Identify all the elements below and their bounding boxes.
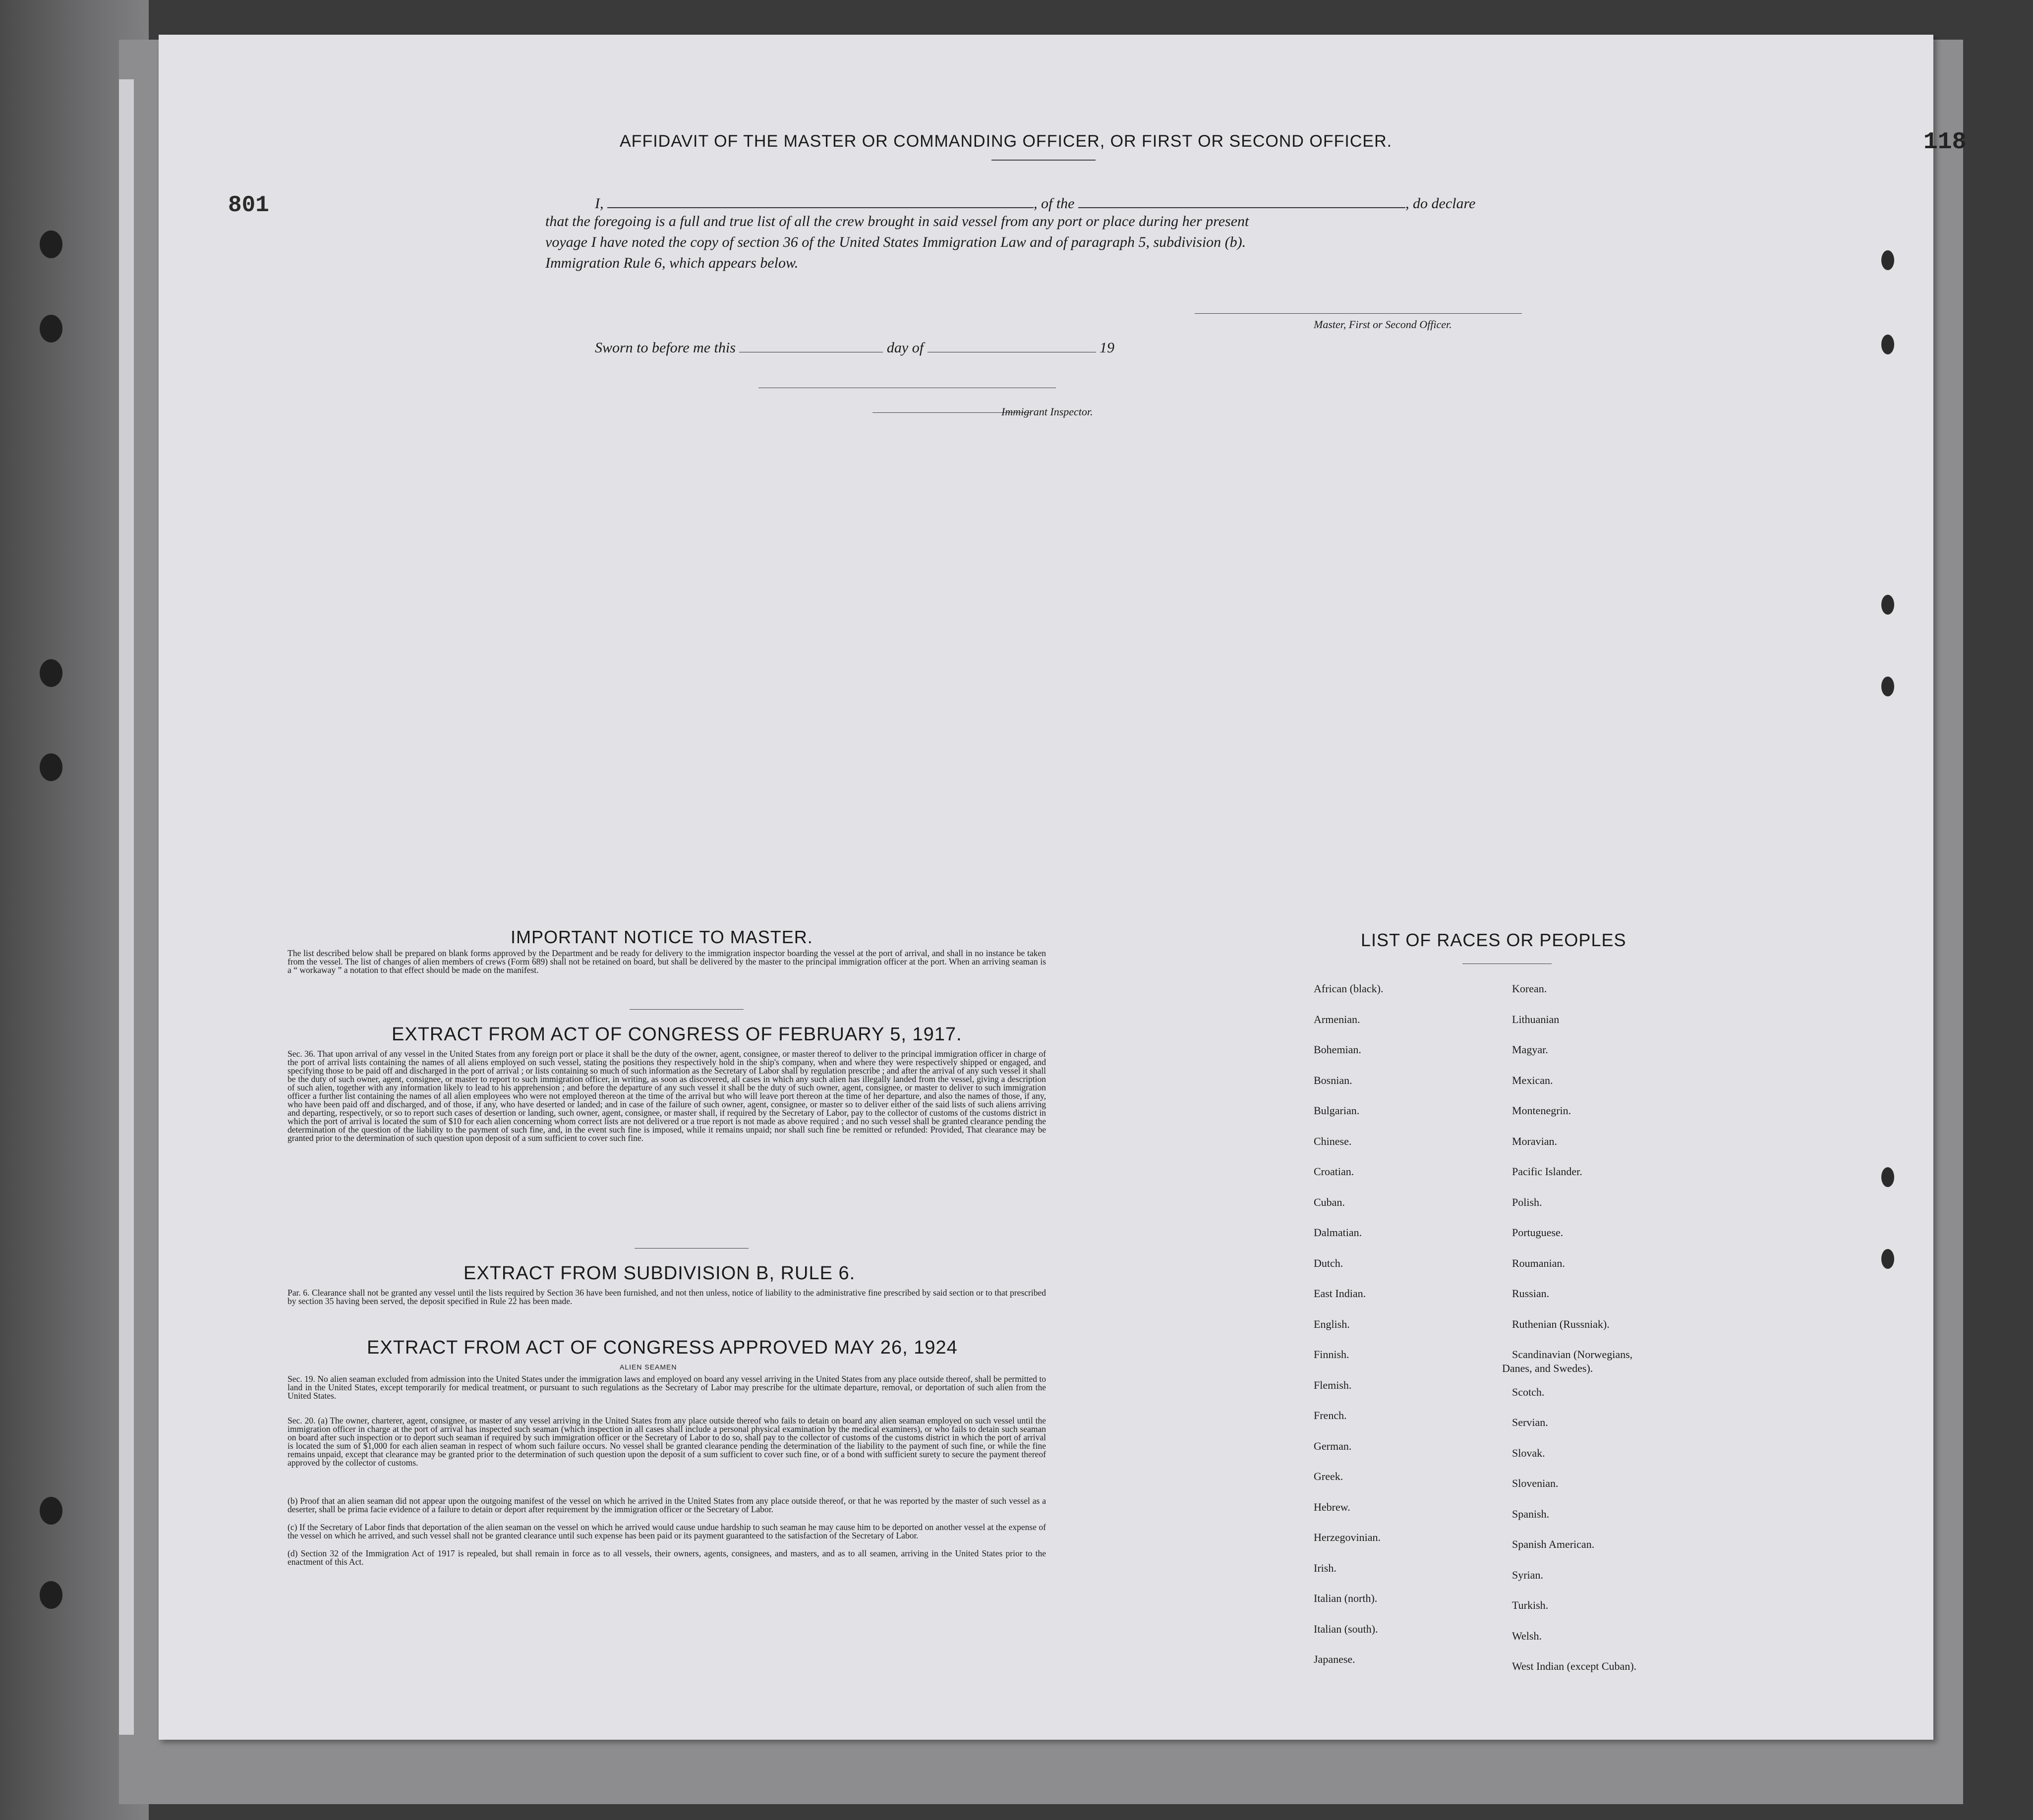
race-item: Japanese. xyxy=(1314,1653,1355,1665)
section-rule xyxy=(630,1009,744,1010)
extract-1917-title: EXTRACT FROM ACT OF CONGRESS OF FEBRUARY 5, 1917. xyxy=(392,1024,962,1045)
race-item: Scandinavian (Norwegians, xyxy=(1512,1348,1633,1361)
race-item: Roumanian. xyxy=(1512,1256,1565,1269)
punch-hole xyxy=(1881,1249,1894,1269)
affidavit-line-3: voyage I have noted the copy of section 36 of the United States Immigration Law and of paragraph 5, subdivision (b). xyxy=(545,234,1246,250)
sworn-day-field[interactable] xyxy=(739,337,883,352)
race-item: Bulgarian. xyxy=(1314,1104,1360,1117)
race-item: Mexican. xyxy=(1512,1074,1553,1086)
label-sworn: Sworn to before me this xyxy=(595,340,736,356)
affidavit-line-2: that the foregoing is a full and true list of all the crew brought in said vessel from any port or place during her present xyxy=(545,213,1249,229)
binder-hole xyxy=(40,1497,62,1525)
race-item: Slovenian. xyxy=(1512,1477,1559,1489)
label-year: 19 xyxy=(1100,340,1115,356)
punch-hole xyxy=(1881,335,1894,354)
sworn-month-field[interactable] xyxy=(928,337,1096,352)
race-item: West Indian (except Cuban). xyxy=(1512,1660,1637,1672)
race-item: Irish. xyxy=(1314,1561,1336,1574)
race-item: Montenegrin. xyxy=(1512,1104,1571,1117)
race-item: Turkish. xyxy=(1512,1599,1549,1611)
binder-hole xyxy=(40,753,62,781)
race-item: Italian (north). xyxy=(1314,1592,1378,1604)
race-item: African (black). xyxy=(1314,982,1384,995)
punch-hole xyxy=(1881,1167,1894,1187)
race-item: Slovak. xyxy=(1512,1446,1545,1459)
binder-hole xyxy=(40,230,62,258)
page-number: 118 xyxy=(1923,129,1967,156)
notice-text: The list described below shall be prepared on blank forms approved by the Department and be ready for delivery to the immigration inspector boarding the vessel at the port of arrival, and shall in no instance be taken from the vessel. The list of changes of alien members of crews (Form 689) shall not be retained on board, but shall be delivered by the master to the principal immigration officer at the port. When an arriving seaman is a “ workaway ” a notation to that effect should be made on the manifest. xyxy=(288,948,1046,975)
sec-20a-text: Sec. 20. (a) The owner, charterer, agent, consignee, or master of any vessel arriving in the United States from any place outside thereof who fails to detain on board any alien seaman employed on such vessel until the immigration officer in charge at the port of arrival has inspected such seaman (which inspection in all cases shall include a personal physical examination by the medical examiners), or who fails to detain such seaman on board after such inspection or to deport such seaman if required by such immigration officer or the Secretary of Labor to do so, shall pay to the collector of customs of the customs district in which the port of arrival is located the sum of $1,000 for each alien seaman in respect of whom such failure occurs. No vessel shall be granted clearance pending the determination of the liability to the payment of such fine, or while the fine remains unpaid, except that clearance may be granted prior to the determination of such question upon the deposit of a sum sufficient to cover such fine, or of a bond with sufficient surety to secure the payment thereof approved by the collector of customs. xyxy=(288,1416,1046,1468)
affidavit-line-1 xyxy=(595,192,1475,212)
race-item: Spanish. xyxy=(1512,1507,1550,1520)
affidavit-title: AFFIDAVIT OF THE MASTER OR COMMANDING OFFICER, OR FIRST OR SECOND OFFICER. xyxy=(620,132,1393,151)
race-item: English. xyxy=(1314,1317,1350,1330)
race-item: Portuguese. xyxy=(1512,1226,1564,1239)
document-page xyxy=(159,35,1933,1740)
extract-1917-text: Sec. 36. That upon arrival of any vessel in the United States from any foreign port or place it shall be the duty of the owner, agent, consignee, or master thereof to deliver to the principal immigration officer in charge of the port of arrival lists containing the names of all aliens employed on such vessel, stating the positions they respectively hold in the ship's company, when and where they were respectively shipped or engaged, and specifying those to be paid off and discharged in the port of arrival ; or lists containing so much of such information as the Secretary of Labor shall by regulation prescribe ; and after the arrival of any such vessel it shall be the duty of such owner, agent, consignee, or master to report to such immigration officer, in writing, as soon as discovered, all cases in which any such alien has illegally landed from the vessel, giving a description of such alien, together with any information likely to lead to his apprehension ; and before the departure of any such vessel it shall be the duty of such owner, agent, consignee, or master to deliver to such immigration officer a further list containing the names of all alien employees who were not employed thereon at the time of the arrival but who will leave port thereon at the time of her departure, and also the names of those, if any, who have been paid off and discharged, and of those, if any, who have deserted or landed; and in case of the failure of such owner, agent, consignee, or master so to deliver either of the said lists of such aliens arriving and departing, respectively, or so to report such cases of desertion or landing, such owner, agent, consignee, or master shall, if required by the Secretary of Labor, pay to the collector of customs of the customs district in which the port of arrival is located the sum of $10 for each alien concerning whom correct lists are not delivered or a true report is not made as above required ; and no such vessel shall be granted clearance pending the determination of the question of the liability to the payment of such fine, and, in the event such fine is imposed, while it remains unpaid; nor shall such fine be remitted or refunded: Provided, That clearance may be granted prior to the determination of such question upon deposit of a sum sufficient to cover such fine. xyxy=(288,1049,1046,1143)
notice-title: IMPORTANT NOTICE TO MASTER. xyxy=(511,927,813,947)
punch-hole xyxy=(1881,677,1894,696)
race-item: Greek. xyxy=(1314,1470,1343,1482)
officer-name-field[interactable] xyxy=(607,192,1034,208)
extract-1924-title: EXTRACT FROM ACT OF CONGRESS APPROVED MAY 26, 1924 xyxy=(367,1337,958,1358)
race-item: Cuban. xyxy=(1314,1195,1345,1208)
label-of-the: , of the xyxy=(1034,195,1075,212)
race-item: French. xyxy=(1314,1409,1347,1422)
sec-19-text: Sec. 19. No alien seaman excluded from admission into the United States under the immigration laws and employed on board any vessel arriving in the United States from any place outside thereof, shall be permitted to land in the United States, except temporarily for medical treatment, or pursuant to such regulations as the Secretary of Labor may prescribe for the ultimate departure, removal, or deportation of such alien from the United States. xyxy=(288,1374,1046,1401)
race-item: Flemish. xyxy=(1314,1378,1352,1391)
race-item: Herzegovinian. xyxy=(1314,1531,1381,1543)
race-item: Bohemian. xyxy=(1314,1043,1361,1056)
alien-seamen-subtitle: ALIEN SEAMEN xyxy=(620,1363,677,1371)
race-item: Croatian. xyxy=(1314,1165,1354,1178)
vessel-name-field[interactable] xyxy=(1078,192,1405,208)
title-rule xyxy=(991,160,1096,161)
master-signature-label: Master, First or Second Officer. xyxy=(1314,318,1452,331)
race-item: Pacific Islander. xyxy=(1512,1165,1582,1178)
race-item: Armenian. xyxy=(1314,1013,1360,1025)
binder-hole xyxy=(40,315,62,342)
sec-20d-text: (d) Section 32 of the Immigration Act of 1917 is repealed, but shall remain in force as to all vessels, their owners, agents, consignees, and masters, and as to all seamen, arriving in the United States prior to the enactment of this Act. xyxy=(288,1548,1046,1567)
race-item: German. xyxy=(1314,1439,1352,1452)
race-item: Dutch. xyxy=(1314,1256,1343,1269)
label-i: I, xyxy=(595,195,604,212)
race-item: Korean. xyxy=(1512,982,1547,995)
sec-20c-text: (c) If the Secretary of Labor finds that deportation of the alien seaman on the vessel on which he arrived would cause undue hardship to such seaman he may cause him to be deported on another vessel at the expense of the vessel on which he arrived, and such vessel shall not be granted clearance until such expense has been paid or its payment guaranteed to the satisfaction of the Secretary of Labor. xyxy=(288,1522,1046,1540)
punch-hole xyxy=(1881,250,1894,270)
inspector-label: Immigrant Inspector. xyxy=(1001,405,1093,418)
margin-stamp: 801 xyxy=(228,192,269,218)
race-item: Dalmatian. xyxy=(1314,1226,1362,1239)
race-item: Italian (south). xyxy=(1314,1622,1378,1635)
race-item: Scotch. xyxy=(1512,1385,1545,1398)
race-item: Russian. xyxy=(1512,1287,1550,1300)
section-rule xyxy=(635,1248,749,1249)
race-item: Ruthenian (Russniak). xyxy=(1512,1317,1610,1330)
label-do-declare: , do declare xyxy=(1405,195,1476,212)
race-item: Syrian. xyxy=(1512,1568,1543,1581)
race-item: Welsh. xyxy=(1512,1629,1542,1642)
race-item: Danes, and Swedes). xyxy=(1502,1362,1593,1374)
race-item: Bosnian. xyxy=(1314,1074,1352,1086)
extract-rule6-text: Par. 6. Clearance shall not be granted any vessel until the lists required by Section 36 have been furnished, and not then unless, notice of liability to the administrative fine prescribed by said section or to that prescribed by section 35 having been served, the deposit specified in Rule 22 has been made. xyxy=(288,1288,1046,1306)
race-item: East Indian. xyxy=(1314,1287,1366,1300)
race-item: Magyar. xyxy=(1512,1043,1548,1056)
binder-hole xyxy=(40,659,62,687)
race-item: Polish. xyxy=(1512,1195,1542,1208)
race-item: Hebrew. xyxy=(1314,1500,1350,1513)
binder-hole xyxy=(40,1581,62,1609)
extract-rule6-title: EXTRACT FROM SUBDIVISION B, RULE 6. xyxy=(464,1263,856,1284)
race-item: Lithuanian xyxy=(1512,1013,1560,1025)
race-item: Chinese. xyxy=(1314,1135,1352,1147)
underlying-page-edge xyxy=(119,79,134,1735)
race-item: Moravian. xyxy=(1512,1135,1558,1147)
races-title: LIST OF RACES OR PEOPLES xyxy=(1361,930,1626,950)
sec-20b-text: (b) Proof that an alien seaman did not appear upon the outgoing manifest of the vessel on which he arrived in the United States from any place outside thereof, or that he was reported by the master of such vessel as a deserter, shall be prima facie evidence of a failure to detain or deport after requirement by the immigration officer or the Secretary of Labor. xyxy=(288,1496,1046,1514)
sworn-line xyxy=(595,337,1114,356)
race-item: Finnish. xyxy=(1314,1348,1349,1361)
label-day-of: day of xyxy=(886,340,924,356)
punch-hole xyxy=(1881,595,1894,615)
master-signature-line[interactable] xyxy=(1195,313,1522,314)
affidavit-line-4: Immigration Rule 6, which appears below. xyxy=(545,255,799,271)
race-item: Servian. xyxy=(1512,1416,1548,1428)
race-item: Spanish American. xyxy=(1512,1538,1595,1550)
